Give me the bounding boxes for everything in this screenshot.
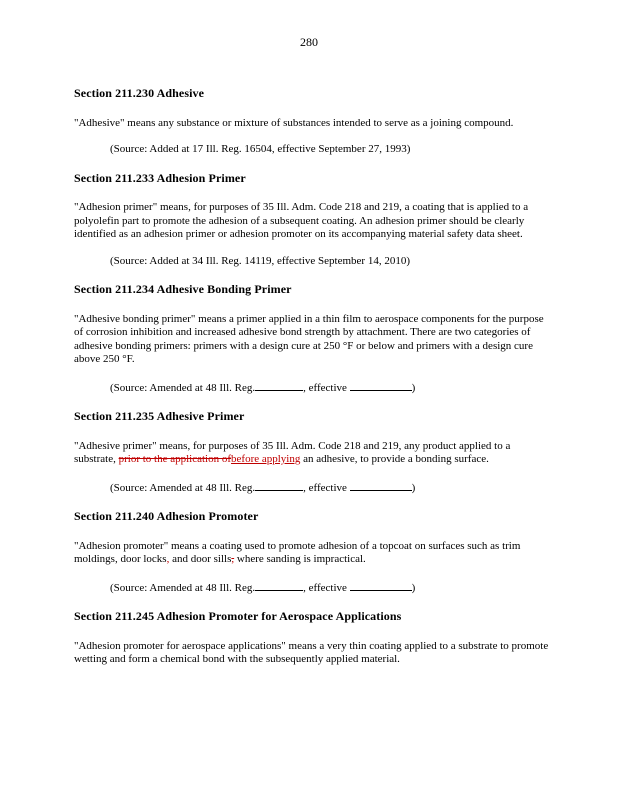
definition-text: an adhesive, to provide a bonding surface. — [300, 453, 489, 465]
source-suffix: ) — [411, 581, 416, 594]
section-definition: "Adhesive" means any substance or mixture of substances intended to serve as a joining compound. — [74, 116, 514, 129]
section-definition — [74, 440, 554, 467]
page-number: 280 — [300, 35, 318, 49]
blank-effective-line — [350, 380, 412, 391]
source-prefix: (Source: Amended at 48 Ill. Reg. — [110, 481, 256, 494]
source-note: (Source: Added at 34 Ill. Reg. 14119, effective September 14, 2010) — [110, 254, 410, 267]
definition-text: where sanding is impractical. — [234, 553, 366, 565]
blank-register-line — [255, 580, 303, 591]
source-note — [110, 480, 554, 496]
source-suffix: ) — [411, 381, 416, 394]
inserted-text: before applying — [231, 453, 301, 465]
section-heading: Section 211.234 Adhesive Bonding Primer — [74, 282, 292, 296]
section-heading: Section 211.235 Adhesive Primer — [74, 409, 245, 423]
blank-register-line — [255, 380, 303, 391]
section-heading: Section 211.240 Adhesion Promoter — [74, 509, 259, 523]
section-definition — [74, 540, 554, 567]
source-mid: , effective — [303, 381, 350, 394]
blank-register-line — [255, 480, 303, 491]
source-note — [110, 380, 554, 396]
source-suffix: ) — [411, 481, 416, 494]
source-note: (Source: Added at 17 Ill. Reg. 16504, effective September 27, 1993) — [110, 143, 411, 155]
definition-text: "Adhesive primer" means, for purposes of 35 Ill. Adm. Code 218 and 219, any product applied to a substrate, — [74, 439, 511, 465]
section-definition: "Adhesion promoter for aerospace applications" means a very thin coating applied to a substrate to promote wetting and form a chemical bond with the subsequently applied material. — [74, 639, 549, 665]
definition-text: "Adhesion promoter" means a coating used to promote adhesion of a topcoat on surfaces such as trim moldings, door locks — [74, 539, 521, 565]
source-mid: , effective — [303, 481, 350, 494]
source-prefix: (Source: Amended at 48 Ill. Reg. — [110, 381, 256, 394]
section-definition: "Adhesive bonding primer" means a primer applied in a thin film to aerospace components for the purpose of corrosion inhibition and increased adhesive bond strength by attachment. There are two categories of adhesive bonding primers: primers with a design cure at 250 °F or below and primers with a design cure above 250 °F. — [74, 312, 544, 365]
section-heading: Section 211.233 Adhesion Primer — [74, 170, 246, 185]
deleted-comma: , — [166, 553, 170, 565]
document-body — [74, 87, 554, 680]
definition-text: and door sills — [169, 553, 232, 565]
source-mid: , effective — [303, 581, 350, 594]
section-definition: "Adhesion primer" means, for purposes of 35 Ill. Adm. Code 218 and 219, a coating that is applied to a polyolefin part to promote the adhesion of a subsequent coating. An adhesion primer should be clearly identified as an adhesion primer or adhesion promoter on its accompanying material safety data sheet. — [74, 201, 529, 240]
deleted-text: prior to the application of — [118, 453, 232, 465]
section-heading: Section 211.230 Adhesive — [74, 86, 205, 100]
blank-effective-line — [350, 480, 412, 491]
source-prefix: (Source: Amended at 48 Ill. Reg. — [110, 581, 256, 594]
source-note — [110, 580, 554, 596]
section-heading: Section 211.245 Adhesion Promoter for Aerospace Applications — [74, 609, 402, 623]
deleted-comma: , — [231, 553, 235, 565]
blank-effective-line — [350, 580, 412, 591]
